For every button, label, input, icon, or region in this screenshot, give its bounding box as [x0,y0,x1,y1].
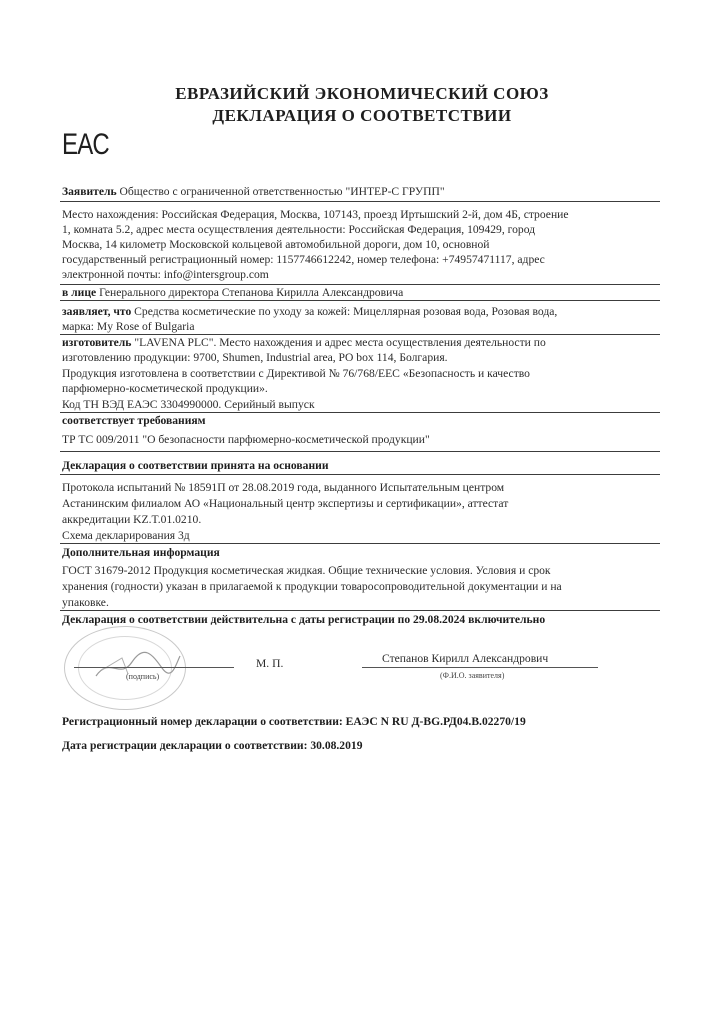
registration-date: Дата регистрации декларации о соответствии: 30.08.2019 [62,739,363,752]
seal-mark-label: М. П. [256,657,284,670]
applicant-address-2: 1, комната 5.2, адрес места осуществления деятельности: Российская Федерация, 109429, город [62,223,536,236]
basis-label: Декларация о соответствии принята на основании [62,459,329,472]
signatory-name: Степанов Кирилл Александрович [382,652,549,665]
manufacturer-text-2: изготовлению продукции: 9700, Shumen, Industrial area, PO box 114, Болгария. [62,351,448,364]
representative-label: в лице [62,286,97,299]
applicant-address-3: Москва, 14 километр Московской кольцевой автомобильной дороги, дом 10, основной [62,238,490,251]
representative-row [62,285,403,301]
applicant-address-1: Место нахождения: Российская Федерация, Москва, 107143, проезд Иртышский 2-й, дом 4Б, строение [62,208,569,221]
applicant-address-5: электронной почты: info@intersgroup.com [62,268,269,281]
divider [60,201,660,202]
applicant-label: Заявитель [62,185,117,198]
additional-text-3: упаковке. [62,596,109,609]
applicant-name: Общество с ограниченной ответственностью "ИНТЕР-С ГРУПП" [119,185,445,198]
basis-text-1: Протокола испытаний № 18591П от 28.08.2019 года, выданного Испытательным центром [62,481,505,494]
additional-label: Дополнительная информация [62,546,220,559]
signature-caption: (подпись) [126,672,160,681]
title-line-1: ЕВРАЗИЙСКИЙ ЭКОНОМИЧЕСКИЙ СОЮЗ [175,84,549,103]
declares-label: заявляет, что [62,305,132,318]
divider [60,451,660,452]
registration-number: Регистрационный номер декларации о соответствии: ЕАЭС N RU Д-BG.РД04.В.02270/19 [62,715,526,728]
name-caption: (Ф.И.О. заявителя) [440,671,505,680]
additional-text-2: хранения (годности) указан в прилагаемой к продукции товаросопроводительной документации и на [62,580,562,593]
applicant-row [62,184,445,200]
divider [60,543,660,544]
basis-text-4: Схема декларирования 3д [62,529,190,542]
eac-logo: EAC [62,128,109,161]
declares-text-2: марка: My Rose of Bulgaria [62,320,195,333]
basis-text-3: аккредитации KZ.T.01.0210. [62,513,202,526]
manufacturer-text-5: Код ТН ВЭД ЕАЭС 3304990000. Серийный выпуск [62,398,315,411]
divider [60,474,660,475]
manufacturer-text-1: "LAVENA PLC". Место нахождения и адрес места осуществления деятельности по [134,336,546,349]
applicant-address-4: государственный регистрационный номер: 1157746612242, номер телефона: +74957471117, адрес [62,253,545,266]
conforms-text: ТР ТС 009/2011 "О безопасности парфюмерно-косметической продукции" [62,433,430,446]
signature-line [74,667,234,668]
additional-text-1: ГОСТ 31679-2012 Продукция косметическая жидкая. Общие технические условия. Условия и срок [62,564,551,577]
basis-text-2: Астанинским филиалом АО «Национальный центр экспертизы и сертификации», аттестат [62,497,509,510]
representative-text: Генерального директора Степанова Кирилла Александровича [99,286,404,299]
title-line-2: ДЕКЛАРАЦИЯ О СООТВЕТСТВИИ [212,106,512,125]
name-line [362,667,598,668]
divider [60,610,660,611]
declares-row [62,304,557,320]
validity-text: Декларация о соответствии действительна с даты регистрации по 29.08.2024 включительно [62,613,546,626]
manufacturer-text-3: Продукция изготовлена в соответствии с Директивой № 76/768/EEC «Безопасность и качество [62,367,530,380]
manufacturer-label: изготовитель [62,336,132,349]
manufacturer-text-4: парфюмерно-косметической продукции». [62,382,268,395]
manufacturer-row [62,335,546,351]
declares-text-1: Средства косметические по уходу за кожей: Мицеллярная розовая вода, Розовая вода, [134,305,558,318]
conforms-label: соответствует требованиям [62,414,206,427]
divider [60,300,660,301]
